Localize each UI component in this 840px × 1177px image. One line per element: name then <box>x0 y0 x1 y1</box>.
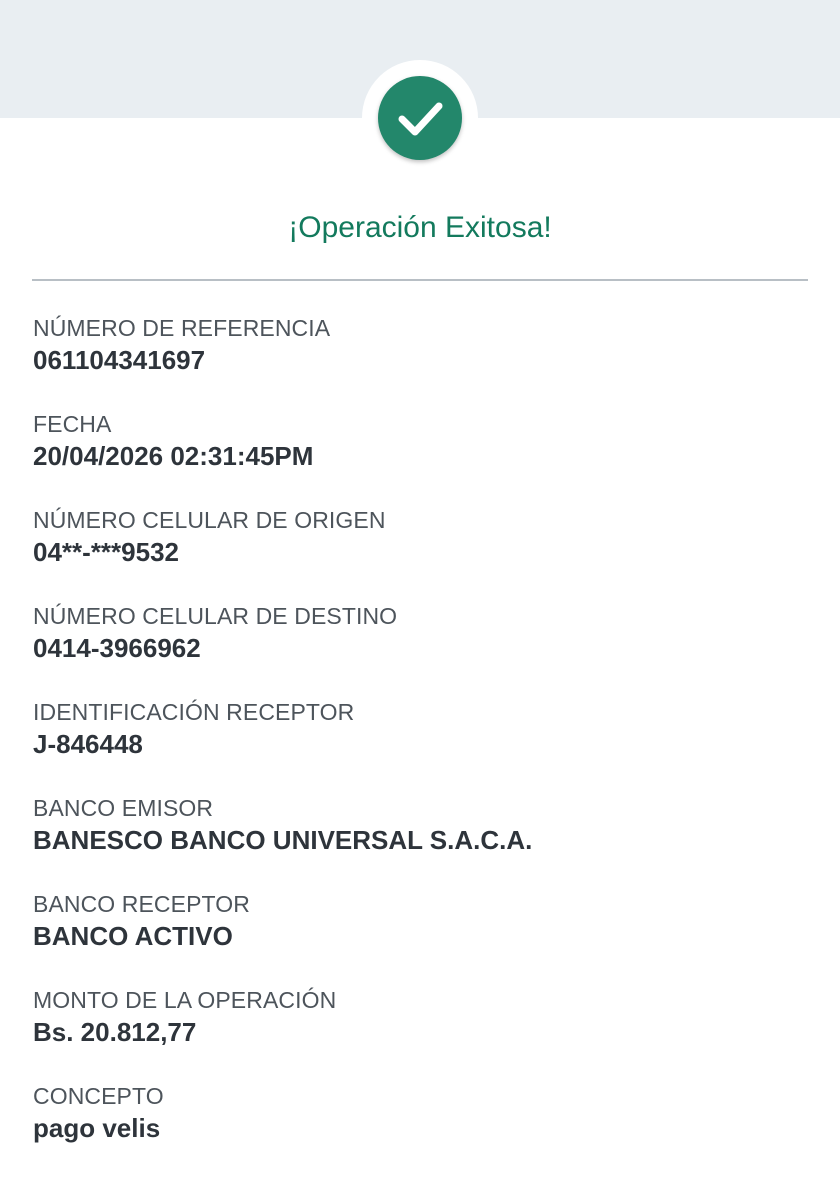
success-badge <box>378 76 462 160</box>
field-label: NÚMERO CELULAR DE ORIGEN <box>33 507 386 533</box>
field-value: Bs. 20.812,77 <box>33 1017 197 1047</box>
transaction-details <box>33 313 813 1177</box>
field-reference-number <box>33 313 813 409</box>
field-label: IDENTIFICACIÓN RECEPTOR <box>33 699 355 725</box>
check-icon <box>378 76 462 160</box>
field-value: J-846448 <box>33 729 143 759</box>
success-title: ¡Operación Exitosa! <box>288 211 552 244</box>
divider <box>32 279 808 281</box>
field-destination-phone <box>33 601 813 697</box>
field-label: BANCO EMISOR <box>33 795 214 821</box>
field-receiving-bank <box>33 889 813 985</box>
field-receiver-id <box>33 697 813 793</box>
field-label: NÚMERO CELULAR DE DESTINO <box>33 603 398 629</box>
field-label: CONCEPTO <box>33 1083 164 1109</box>
field-concept <box>33 1081 813 1177</box>
field-origin-phone <box>33 505 813 601</box>
field-date <box>33 409 813 505</box>
field-value: BANCO ACTIVO <box>33 921 233 951</box>
field-value: 0414-3966962 <box>33 633 201 663</box>
field-label: NÚMERO DE REFERENCIA <box>33 315 331 341</box>
field-value: 20/04/2026 02:31:45PM <box>33 441 314 471</box>
field-label: FECHA <box>33 411 112 437</box>
field-label: BANCO RECEPTOR <box>33 891 250 917</box>
field-label: MONTO DE LA OPERACIÓN <box>33 987 337 1013</box>
field-value: pago velis <box>33 1113 161 1143</box>
field-value: 061104341697 <box>33 345 206 375</box>
field-amount <box>33 985 813 1081</box>
field-value: 04**-***9532 <box>33 537 180 567</box>
field-value: BANESCO BANCO UNIVERSAL S.A.C.A. <box>33 825 533 855</box>
field-issuing-bank <box>33 793 813 889</box>
